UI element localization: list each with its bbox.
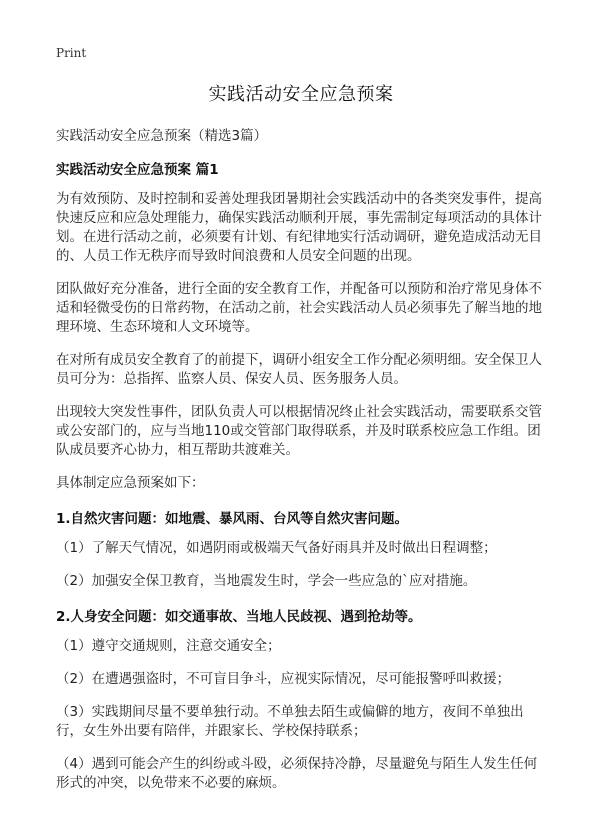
paragraph-security-roles: 在对所有成员安全教育了的前提下，调研小组安全工作分配必须明细。安全保卫人员可分为：总指挥、监察人员、保安人员、医务服务人员。 xyxy=(56,352,542,387)
subheading-natural-disaster: 1.自然灾害问题：如地震、暴风雨、台风等自然灾害问题。 xyxy=(56,511,409,527)
print-link[interactable]: Print xyxy=(56,46,87,60)
list-item: （1）了解天气情况，如遇阴雨或极端天气备好雨具并及时做出日程调整； xyxy=(56,540,497,556)
subheading-personal-safety: 2.人身安全问题：如交通事故、当地人民歧视、遇到抢劫等。 xyxy=(56,609,422,625)
list-item: （2）在遭遇强盗时，不可盲目争斗，应视实际情况，尽可能报警呼叫救援； xyxy=(56,671,511,687)
list-item: （3）实践期间尽量不要单独行动。不单独去陌生或偏僻的地方，夜间不单独出行，女生外出要有陪伴，并跟家长、学校保持联系； xyxy=(56,704,524,739)
section-heading: 实践活动安全应急预案 篇1 xyxy=(56,162,219,178)
list-item: （4）遇到可能会产生的纠纷或斗殴，必须保持冷静，尽量避免与陌生人发生任何形式的冲突，以免带来不必要的麻烦。 xyxy=(56,756,538,791)
list-item: （2）加强安全保卫教育，当地震发生时，学会一些应急的`应对措施。 xyxy=(56,573,477,589)
paragraph-preparation: 团队做好充分准备，进行全面的安全教育工作，并配备可以预防和治疗常见身体不适和轻微受伤的日常药物，在活动之前，社会实践活动人员必须事先了解当地的地理环境、生态环境和人文环境等。 xyxy=(56,281,542,335)
document-title: 实践活动安全应急预案 xyxy=(208,84,394,105)
list-item: （1）遵守交通规则，注意交通安全； xyxy=(56,638,281,654)
paragraph-emergency: 出现较大突发性事件，团队负责人可以根据情况终止社会实践活动，需要联系交管或公安部门的，应与当地110或交管部门取得联系，并及时联系校应急工作组。团队成员要齐心协力，相互帮助共渡难关。 xyxy=(56,404,542,458)
paragraph-intro: 为有效预防、及时控制和妥善处理我团暑期社会实践活动中的各类突发事件，提高快速反应和应急处理能力，确保实践活动顺利开展，事先需制定每项活动的具体计划。在进行活动之前，必须要有计划、有纪律地实行活动调研，避免造成活动无目的、人员工作无秩序而导致时间浪费和人员安全问题的出现。 xyxy=(56,191,542,264)
document-subtitle: 实践活动安全应急预案（精选3篇） xyxy=(56,128,268,144)
document-body xyxy=(56,80,546,807)
paragraph-plan-intro: 具体制定应急预案如下： xyxy=(56,475,205,491)
